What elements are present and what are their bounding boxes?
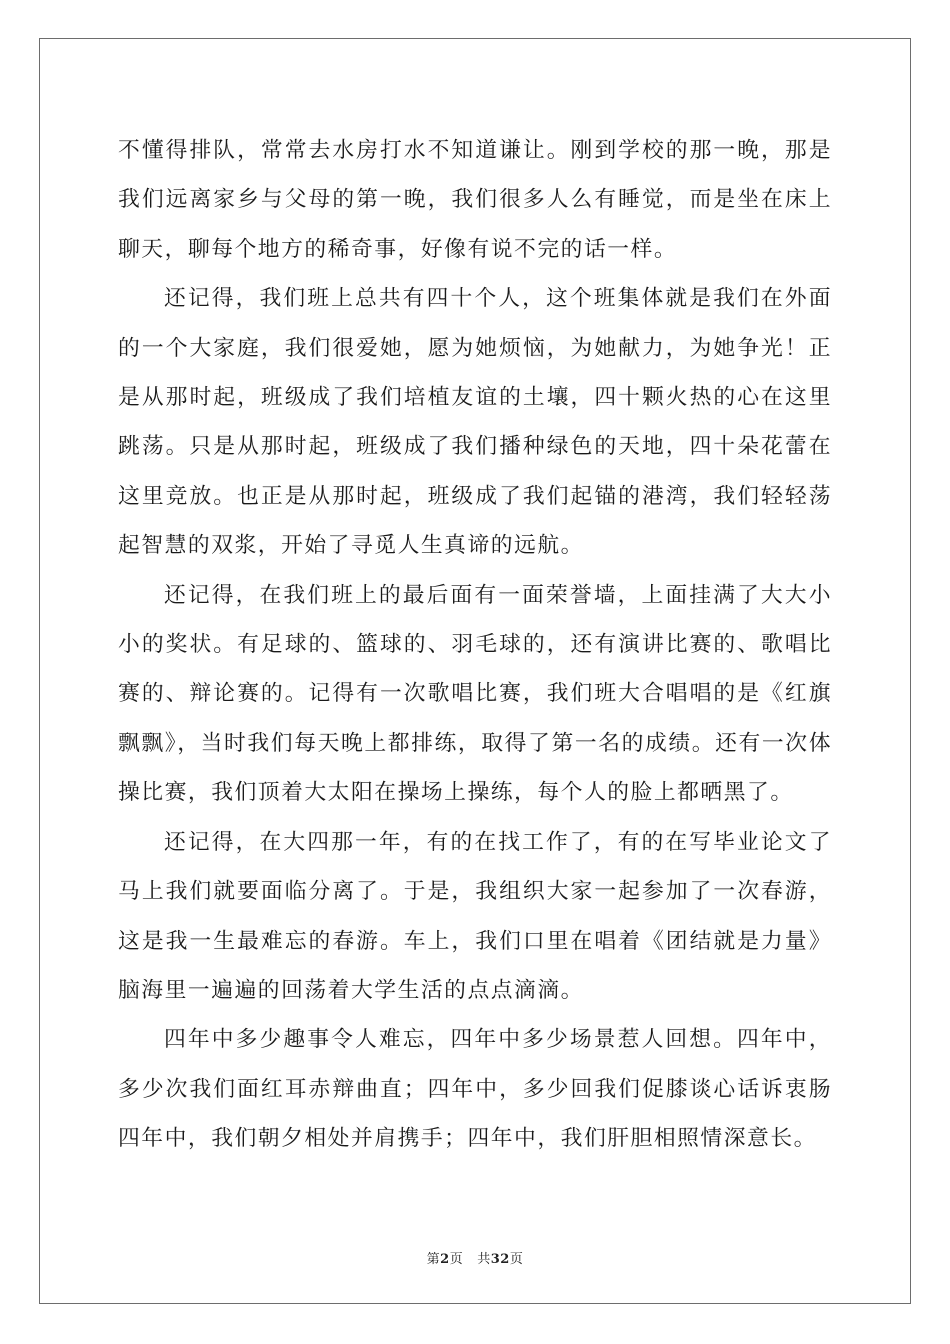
total-page-count: 32 [490,1252,510,1267]
paragraph-5: 四年中多少趣事令人难忘，四年中多少场景惹人回想。四年中，多少次我们面红耳赤辩曲直；四年中，多少回我们促膝谈心话诉衷肠四年中，我们朝夕相处并肩携手；四年中，我们肝胆相照情深意长。 [118,1027,832,1152]
paragraph-1: 不懂得排队，常常去水房打水不知道谦让。刚到学校的那一晚，那是我们远离家乡与父母的第一晚，我们很多人么有睡觉，而是坐在床上聊天，聊每个地方的稀奇事，好像有说不完的话一样。 [118,138,832,262]
document-body [118,126,832,1164]
total-suffix: 页 [509,1252,524,1267]
paragraph-3: 还记得，在我们班上的最后面有一面荣誉墙，上面挂满了大大小小的奖状。有足球的、篮球的、羽毛球的，还有演讲比赛的、歌唱比赛的、辩论赛的。记得有一次歌唱比赛，我们班大合唱唱的是《红旗飘飘》，当时我们每天晚上都排练，取得了第一名的成绩。还有一次体操比赛，我们顶着大太阳在操场上操练，每个人的脸上都晒黑了。 [118,582,832,806]
page-footer [0,1248,950,1267]
total-prefix: 共 [477,1252,491,1267]
paragraph-2: 还记得，我们班上总共有四十个人，这个班集体就是我们在外面的一个大家庭，我们很爱她，愿为她烦恼，为她献力，为她争光！正是从那时起，班级成了我们培植友谊的土壤，四十颗火热的心在这里跳荡。只是从那时起，班级成了我们播种绿色的天地，四十朵花蕾在这里竞放。也正是从那时起，班级成了我们起锚的港湾，我们轻轻荡起智慧的双浆，开始了寻觅人生真谛的远航。 [118,286,832,559]
paragraph-4: 还记得，在大四那一年，有的在找工作了，有的在写毕业论文了马上我们就要面临分离了。于是，我组织大家一起参加了一次春游，这是我一生最难忘的春游。车上，我们口里在唱着《团结就是力量》脑海里一遍遍的回荡着大学生活的点点滴滴。 [118,829,832,1003]
current-page-number: 2 [440,1252,450,1267]
page-prefix: 第 [426,1252,441,1267]
page-suffix: 页 [449,1252,464,1267]
